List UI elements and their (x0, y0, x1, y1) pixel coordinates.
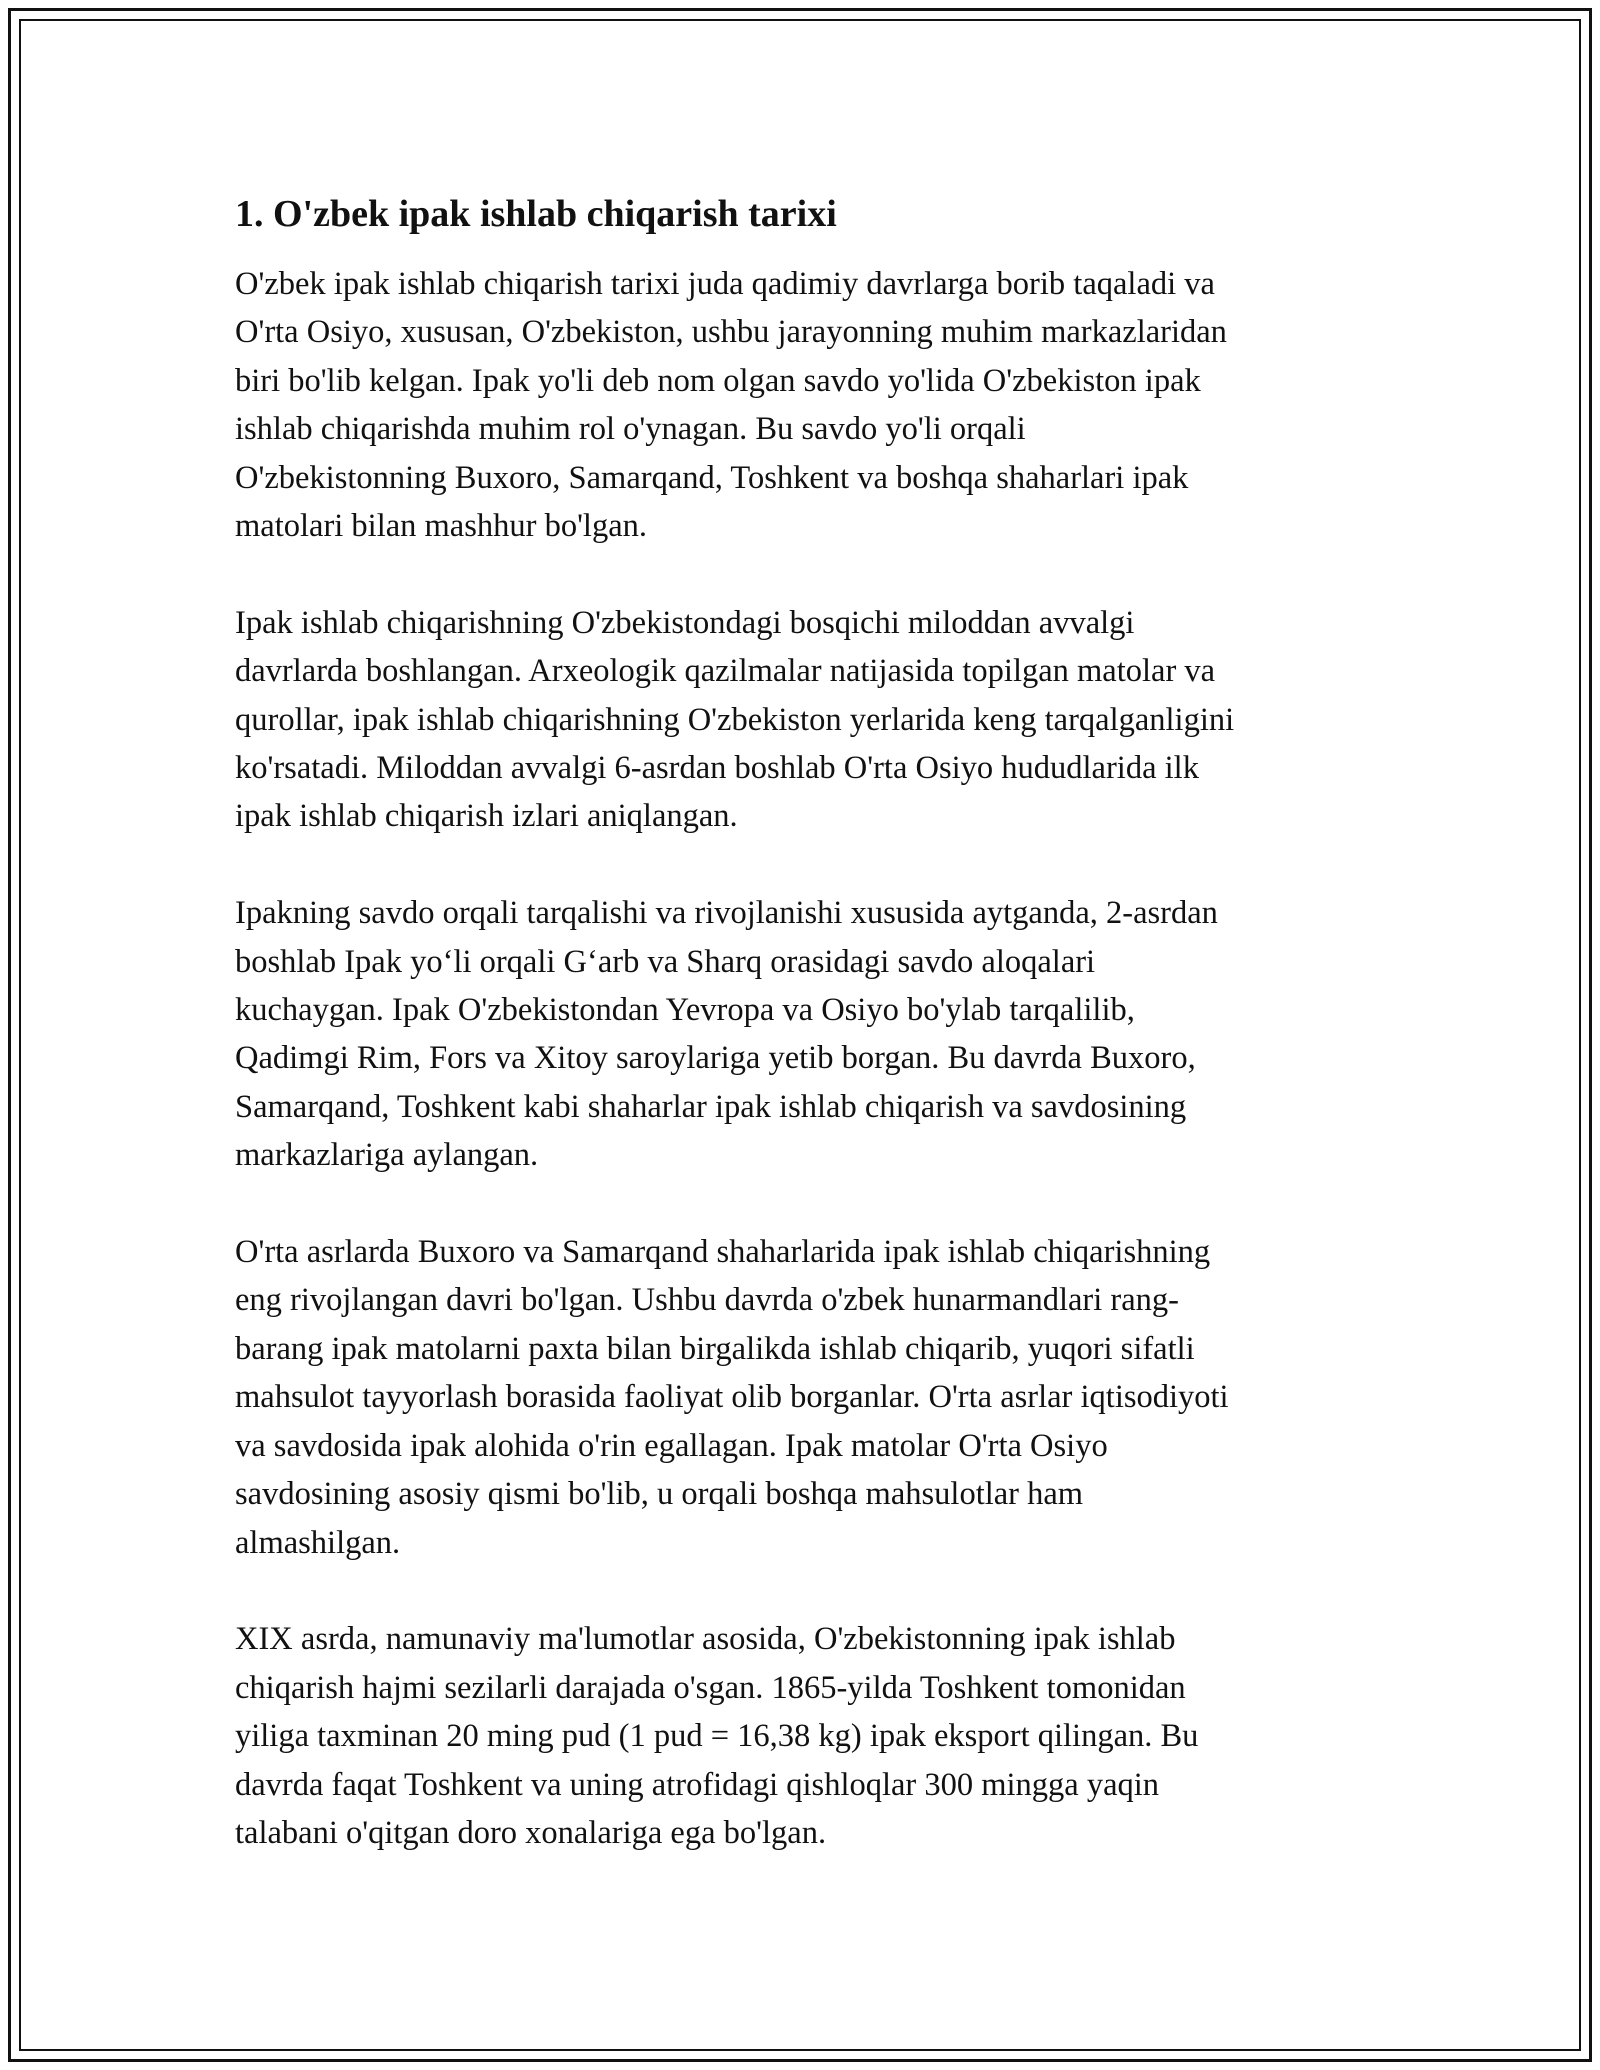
paragraph-2 (235, 599, 1375, 841)
document-body (235, 178, 1375, 1906)
paragraph-line: kuchaygan. Ipak O'zbekistondan Yevropa va Osiyo bo'ylab tarqalilib, (235, 992, 1135, 1029)
paragraph-line: davrda faqat Toshkent va uning atrofidagi qishloqlar 300 mingga yaqin (235, 1766, 1160, 1803)
paragraph-line: mahsulot tayyorlash borasida faoliyat olib borganlar. O'rta asrlar iqtisodiyoti (235, 1379, 1229, 1416)
paragraph-line: davrlarda boshlangan. Arxeologik qazilmalar natijasida topilgan matolar va (235, 653, 1216, 690)
paragraph-line: O'rta asrlarda Buxoro va Samarqand shaharlarida ipak ishlab chiqarishning (235, 1234, 1211, 1271)
paragraph-line: markazlariga aylangan. (235, 1137, 539, 1174)
paragraph-line: ishlab chiqarishda muhim rol o'ynagan. Bu savdo yo'li orqali (235, 411, 1026, 448)
paragraph-line: O'zbek ipak ishlab chiqarish tarixi juda qadimiy davrlarga borib taqaladi va (235, 266, 1215, 302)
paragraph-line: chiqarish hajmi sezilarli darajada o'sgan. 1865-yilda Toshkent tomonidan (235, 1669, 1186, 1706)
paragraph-line: XIX asrda, namunaviy ma'lumotlar asosida, O'zbekistonning ipak ishlab (235, 1621, 1176, 1658)
paragraph-line: almashilgan. (235, 1524, 401, 1561)
paragraph-line: Samarqand, Toshkent kabi shaharlar ipak ishlab chiqarish va savdosining (235, 1088, 1187, 1125)
section-heading: 1. O'zbek ipak ishlab chiqarish tarixi (235, 193, 837, 235)
paragraph-3 (235, 889, 1375, 1179)
paragraph-line: talabani o'qitgan doro xonalariga ega bo'lgan. (235, 1814, 827, 1851)
paragraph-line: biri bo'lib kelgan. Ipak yo'li deb nom olgan savdo yo'lida O'zbekiston ipak (235, 362, 1201, 399)
paragraph-line: boshlab Ipak yo‘li orqali G‘arb va Sharq orasidagi savdo aloqalari (235, 943, 1096, 980)
paragraph-line: savdosining asosiy qismi bo'lib, u orqali boshqa mahsulotlar ham (235, 1476, 1084, 1513)
paragraph-line: qurollar, ipak ishlab chiqarishning O'zbekiston yerlarida keng tarqalganligini (235, 701, 1235, 738)
paragraph-line: Ipakning savdo orqali tarqalishi va rivojlanishi xususida aytganda, 2-asrdan (235, 895, 1218, 932)
paragraph-line: yiliga taxminan 20 ming pud (1 pud = 16,38 kg) ipak eksport qilingan. Bu (235, 1718, 1199, 1755)
paragraph-line: barang ipak matolarni paxta bilan birgalikda ishlab chiqarib, yuqori sifatli (235, 1330, 1195, 1367)
paragraph-line: va savdosida ipak alohida o'rin egallagan. Ipak matolar O'rta Osiyo (235, 1427, 1108, 1464)
paragraph-1 (235, 260, 1375, 550)
paragraph-line: ko'rsatadi. Miloddan avvalgi 6-asrdan boshlab O'rta Osiyo hududlarida ilk (235, 750, 1199, 787)
paragraph-line: Qadimgi Rim, Fors va Xitoy saroylariga yetib borgan. Bu davrda Buxoro, (235, 1040, 1196, 1077)
paragraph-5 (235, 1615, 1375, 1857)
paragraph-4 (235, 1228, 1375, 1567)
paragraph-line: ipak ishlab chiqarish izlari aniqlangan. (235, 798, 738, 835)
paragraph-line: eng rivojlangan davri bo'lgan. Ushbu davrda o'zbek hunarmandlari rang- (235, 1282, 1179, 1319)
paragraph-line: Ipak ishlab chiqarishning O'zbekistondagi bosqichi miloddan avvalgi (235, 604, 1135, 641)
paragraph-line: O'rta Osiyo, xususan, O'zbekiston, ushbu jarayonning muhim markazlaridan (235, 314, 1227, 351)
paragraph-line: matolari bilan mashhur bo'lgan. (235, 508, 648, 545)
paragraph-line: O'zbekistonning Buxoro, Samarqand, Toshkent va boshqa shaharlari ipak (235, 459, 1189, 496)
